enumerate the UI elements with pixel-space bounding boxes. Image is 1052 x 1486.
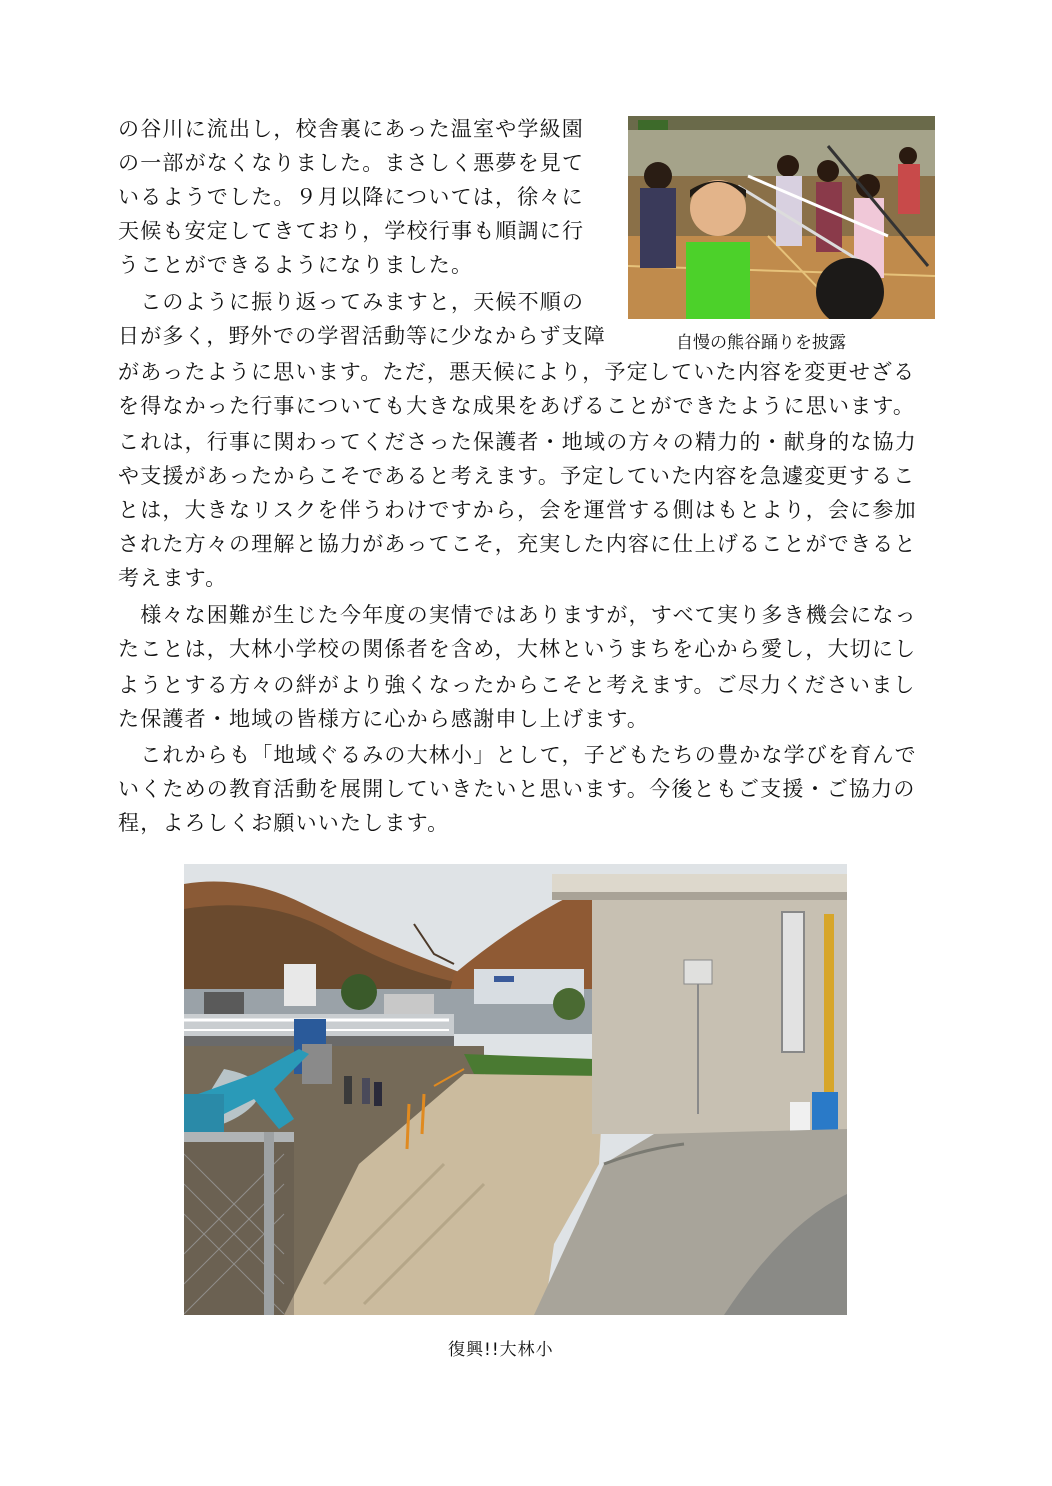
text-line: た保護者・地域の皆様方に心から感謝申し上げます。 [118, 707, 650, 731]
text-line: いるようでした。９月以降については，徐々に [118, 185, 584, 209]
text-line: いくための教育活動を展開していきたいと思います。今後ともご支援・ご協力の [118, 777, 916, 801]
text-line: 様々な困難が生じた今年度の実情ではありますが，すべて実り多き機会になっ [118, 603, 917, 627]
text-line: があったように思います。ただ，悪天候により，予定していた内容を変更せざる [118, 360, 916, 384]
text-line: 天候も安定してきており，学校行事も順調に行 [118, 219, 585, 243]
reconstruction-photo [184, 864, 847, 1315]
text-line: 日が多く，野外での学習活動等に少なからず支障 [118, 324, 606, 348]
text-line: を得なかった行事についても大きな成果をあげることができたように思います。 [118, 394, 916, 418]
text-line: の一部がなくなりました。まさしく悪夢を見て [118, 151, 585, 175]
text-line: 程，よろしくお願いいたします。 [118, 811, 450, 835]
text-line: たことは，大林小学校の関係者を含め，大林というまちを心から愛し，大切にし [118, 637, 917, 661]
text-line: これは，行事に関わってくださった保護者・地域の方々の精力的・献身的な協力 [118, 430, 917, 454]
text-line: された方々の理解と協力があってこそ，充実した内容に仕上げることができると [118, 532, 917, 556]
text-line: これからも「地域ぐるみの大林小」として，子どもたちの豊かな学びを育んで [118, 743, 917, 767]
text-line: や支援があったからこそであると考えます。予定していた内容を急遽変更するこ [118, 464, 916, 488]
reconstruction-photo-caption: 復興!!大林小 [448, 1340, 554, 1360]
text-line: ようとする方々の絆がより強くなったからこそと考えます。ご尽力くださいまし [118, 673, 916, 697]
text-line: 考えます。 [118, 566, 228, 590]
dance-photo-caption: 自慢の熊谷踊りを披露 [676, 333, 846, 353]
dance-photo [628, 116, 935, 319]
text-line: うことができるようになりました。 [118, 253, 474, 277]
text-line: このように振り返ってみますと，天候不順の [118, 290, 585, 314]
text-line: とは，大きなリスクを伴うわけですから，会を運営する側はもとより，会に参加 [118, 498, 917, 522]
text-line: の谷川に流出し，校舎裏にあった温室や学級園 [118, 117, 584, 141]
